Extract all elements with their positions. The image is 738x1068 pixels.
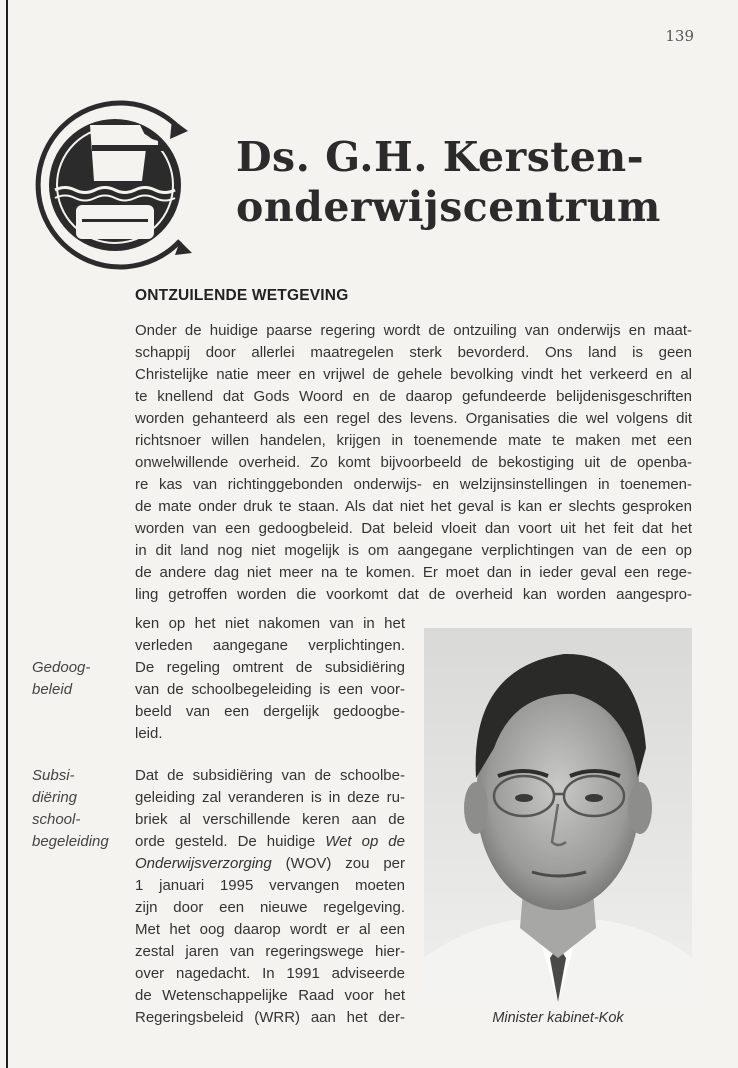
text-line: ken op het niet nakomen van in het	[135, 615, 405, 632]
photo-caption: Minister kabinet-Kok	[492, 1010, 624, 1026]
text-line: schappij door allerlei maatregelen sterk bevorderd. Ons land is geen	[135, 344, 692, 361]
page-title	[236, 132, 716, 232]
text-line: 1 januari 1995 vervangen moeten	[135, 877, 405, 894]
text-fragment: (WOV) zou per	[271, 855, 405, 872]
text-line: verleden aangegane verplichtingen.	[135, 637, 405, 654]
margin-note-line: school-	[32, 811, 81, 828]
text-line: de mate onder druk te staan. Als dat niet het geval is kan er slechts gesproken	[135, 498, 692, 515]
text-line: Christelijke natie meer en vrijwel de gehele bevolking vindt het verkeerd en al	[135, 366, 692, 383]
text-line: onwelwillende overheid. Zo komt bijvoorbeeld de bekostiging uit de openba-	[135, 454, 692, 471]
margin-note-line: diëring	[32, 789, 78, 806]
margin-note-subsidiering	[32, 765, 132, 853]
text-line: Dat de subsidiëring van de schoolbe-	[135, 767, 405, 784]
text-line: zijn door een nieuwe regelgeving.	[135, 899, 405, 916]
text-line: van de schoolbegeleiding is een voor-	[135, 681, 405, 698]
text-line: worden van een gedoogbeleid. Dat beleid vloeit dan voort uit het feit dat het	[135, 520, 692, 537]
text-line: over nagedacht. In 1991 adviseerde	[135, 965, 405, 982]
margin-note-gedoogbeleid	[32, 657, 132, 701]
text-line: in dit land nog niet mogelijk is om aangegane verplichtingen van de een op	[135, 542, 692, 559]
text-fragment: orde gesteld. De huidige	[135, 833, 326, 850]
text-line: De regeling omtrent de subsidiëring	[135, 659, 405, 676]
text-line	[135, 831, 405, 853]
law-title-italic: Onderwijsverzorging	[135, 855, 272, 872]
law-title-italic: Wet op de	[325, 833, 405, 850]
text-line: leid.	[135, 725, 163, 742]
text-line: zestal jaren van regeringswege hier-	[135, 943, 405, 960]
text-line: Regeringsbeleid (WRR) aan het der-	[135, 1009, 405, 1026]
portrait-image	[424, 628, 692, 1002]
section-heading: ONTZUILENDE WETGEVING	[135, 287, 349, 304]
text-line: geleiding zal veranderen is in deze ru-	[135, 789, 405, 806]
page-number: 139	[665, 27, 694, 45]
text-line: Met het oog daarop wordt er al een	[135, 921, 405, 938]
text-line: de andere dag niet meer na te komen. Er moet dan in ieder geval een rege-	[135, 564, 692, 581]
text-line: worden gehanteerd als een regel des levens. Organisaties die wel volgens dit	[135, 410, 692, 427]
text-line: de Wetenschappelijke Raad voor het	[135, 987, 405, 1004]
page-edge-rule	[6, 0, 8, 1068]
margin-note-line: Subsi-	[32, 767, 75, 784]
minister-portrait-photo	[424, 628, 692, 1002]
text-line: Onder de huidige paarse regering wordt de ontzuiling van onderwijs en maat-	[135, 322, 692, 339]
text-line: te knellend dat Gods Woord en de daarop gefundeerde belijdenisgeschriften	[135, 388, 692, 405]
title-line-2: onderwijscentrum	[236, 183, 661, 231]
margin-note-line: begeleiding	[32, 833, 109, 850]
text-line: ling getroffen worden die voorkomt dat de overheid kan worden aangespro-	[135, 586, 692, 603]
text-line: beeld van een dergelijk gedoogbe-	[135, 703, 405, 720]
text-line: richtsnoer willen handelen, krijgen in toenemende mate te maken met een	[135, 432, 692, 449]
text-line	[135, 853, 405, 875]
kersten-logo-icon	[30, 95, 200, 275]
text-line: re kas van richtinggebonden onderwijs- en welzijnsinstellingen in toenemen-	[135, 476, 692, 493]
margin-note-line: Gedoog-	[32, 659, 91, 676]
margin-note-line: beleid	[32, 681, 73, 698]
text-line: briek al verschillende keren aan de	[135, 811, 405, 828]
title-line-1: Ds. G.H. Kersten-	[236, 133, 645, 181]
